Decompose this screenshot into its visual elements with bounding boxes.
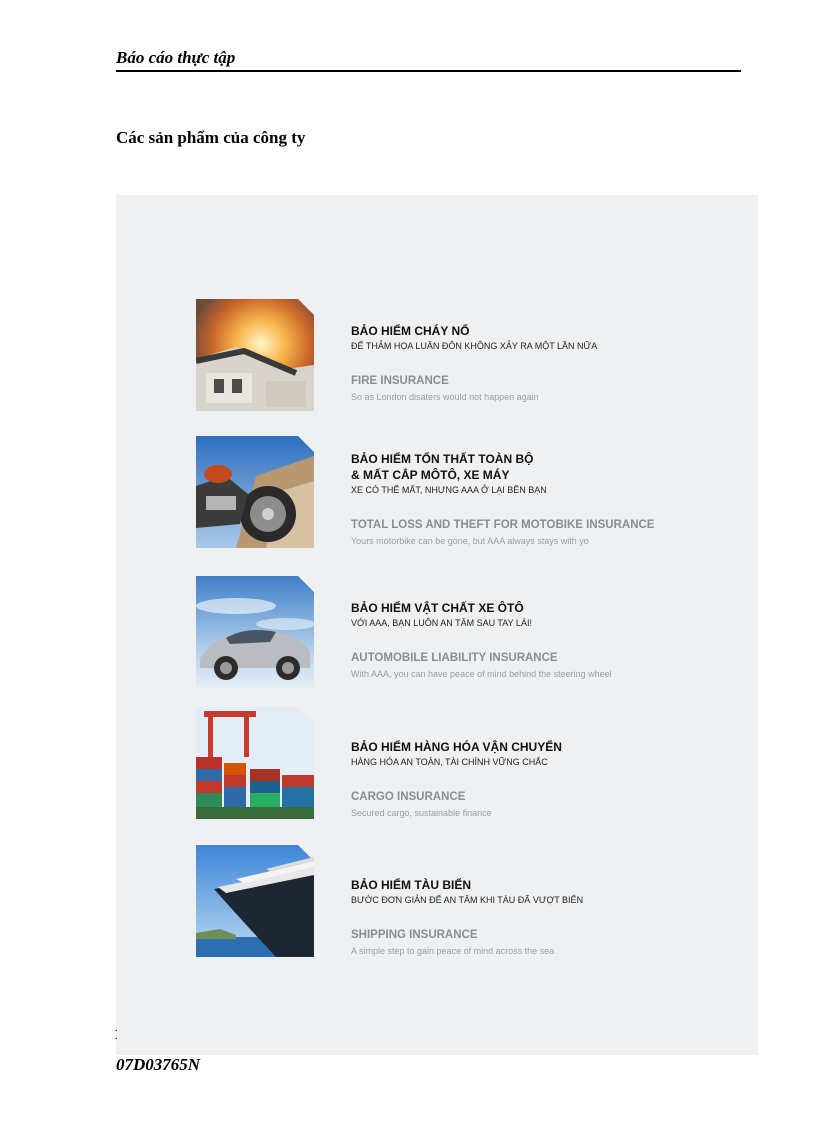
product-motorbike	[196, 436, 736, 548]
ship-image	[196, 845, 314, 957]
product-cargo	[196, 707, 736, 819]
product-title-vi: BẢO HIỂM TỔN THẤT TOÀN BỘ & MẤT CẮP MÔTÔ, XE MÁY	[351, 452, 534, 482]
product-title-en: AUTOMOBILE LIABILITY INSURANCE	[351, 652, 558, 664]
product-title-vi: BẢO HIỂM VẬT CHẤT XE ÔTÔ	[351, 601, 524, 615]
product-tagline-en: Secured cargo, sustainable finance	[351, 808, 492, 818]
product-brochure	[116, 195, 758, 1055]
product-tagline-en: So as London disaters would not happen again	[351, 392, 539, 402]
section-title: Các sản phẩm của công ty	[116, 128, 306, 147]
product-tagline-vi: ĐỂ THẢM HỌA LUÂN ĐÔN KHÔNG XẢY RA MỘT LẦN NỮA	[351, 341, 598, 351]
product-shipping	[196, 845, 736, 957]
fire-image	[196, 299, 314, 411]
product-title-en: TOTAL LOSS AND THEFT FOR MOTOBIKE INSURANCE	[351, 519, 655, 531]
product-tagline-en: With AAA, you can have peace of mind behind the steering wheel	[351, 669, 612, 679]
product-title-vi: BẢO HIỂM TÀU BIỂN	[351, 878, 471, 892]
header-rule	[116, 70, 741, 72]
product-fire	[196, 299, 736, 411]
product-title-en: CARGO INSURANCE	[351, 791, 466, 803]
product-title-en: FIRE INSURANCE	[351, 375, 449, 387]
product-tagline-vi: VỚI AAA, BẠN LUÔN AN TÂM SAU TAY LÁI!	[351, 618, 532, 628]
product-tagline-en: Yours motorbike can be gone, but AAA always stays with yo	[351, 536, 589, 546]
product-title-en: SHIPPING INSURANCE	[351, 929, 478, 941]
margin-marks: . .	[115, 1023, 118, 1042]
product-tagline-en: A simple step to gain peace of mind across the sea	[351, 946, 555, 956]
product-tagline-vi: XE CÓ THỂ MẤT, NHƯNG AAA Ở LẠI BÊN BẠN	[351, 485, 547, 495]
product-title-vi: BẢO HIỂM HÀNG HÓA VẬN CHUYỂN	[351, 740, 562, 754]
product-tagline-vi: BƯỚC ĐƠN GIẢN ĐỂ AN TÂM KHI TÀU ĐÃ VƯỢT BIỂN	[351, 895, 584, 905]
motorbike-image	[196, 436, 314, 548]
car-image	[196, 576, 314, 688]
product-automobile	[196, 576, 736, 688]
product-title-vi: BẢO HIỂM CHÁY NỔ	[351, 324, 470, 338]
page-header-title: Báo cáo thực tập	[116, 48, 236, 67]
product-tagline-vi: HÀNG HÓA AN TOÀN, TÀI CHÍNH VỮNG CHẮC	[351, 757, 548, 767]
footer-student-code: 07D03765N	[116, 1055, 201, 1074]
cargo-containers-image	[196, 707, 314, 819]
